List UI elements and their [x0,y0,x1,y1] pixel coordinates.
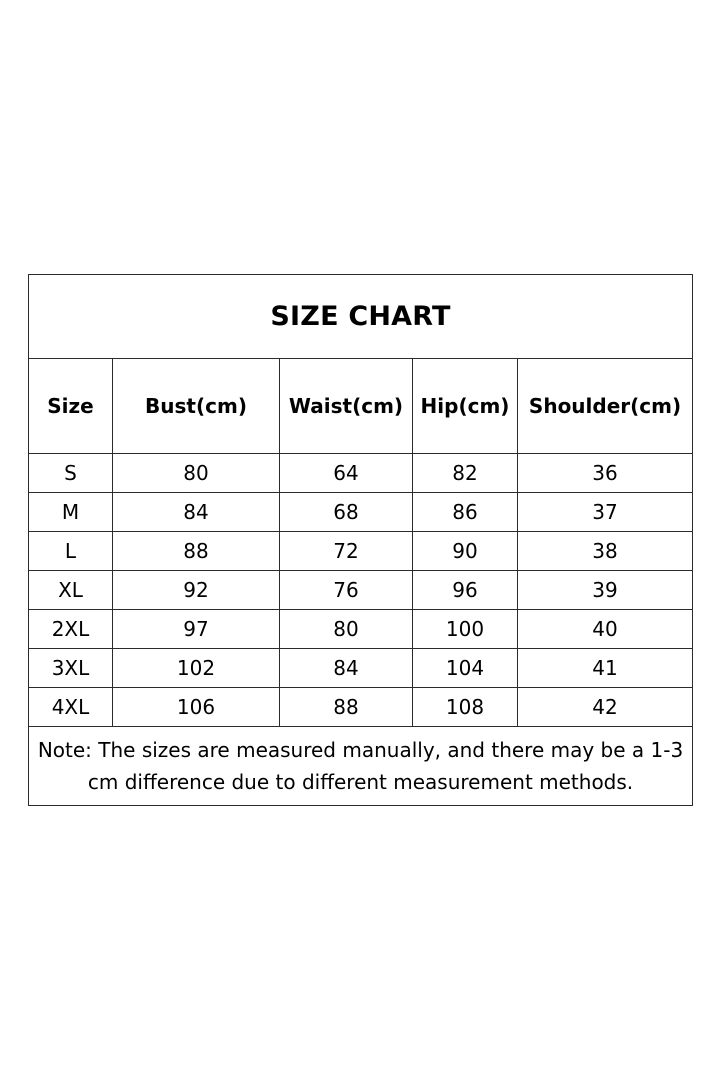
cell-shoulder: 40 [518,610,693,649]
cell-waist: 84 [280,649,413,688]
header-hip: Hip(cm) [413,359,518,454]
table-row [29,454,693,493]
cell-shoulder: 42 [518,688,693,727]
cell-bust: 106 [113,688,280,727]
cell-waist: 64 [280,454,413,493]
cell-size: M [29,493,113,532]
cell-bust: 97 [113,610,280,649]
cell-size: XL [29,571,113,610]
size-chart-body [29,275,693,806]
title-row [29,275,693,359]
table-row [29,493,693,532]
cell-waist: 76 [280,571,413,610]
header-bust: Bust(cm) [113,359,280,454]
table-row [29,571,693,610]
header-size: Size [29,359,113,454]
cell-bust: 88 [113,532,280,571]
cell-waist: 68 [280,493,413,532]
cell-size: 3XL [29,649,113,688]
cell-waist: 72 [280,532,413,571]
cell-hip: 90 [413,532,518,571]
cell-shoulder: 37 [518,493,693,532]
cell-waist: 88 [280,688,413,727]
note-row [29,727,693,806]
header-shoulder: Shoulder(cm) [518,359,693,454]
measurement-note: Note: The sizes are measured manually, and there may be a 1-3 cm difference due to different measurement methods. [29,727,693,806]
cell-bust: 84 [113,493,280,532]
cell-shoulder: 38 [518,532,693,571]
cell-bust: 92 [113,571,280,610]
cell-hip: 82 [413,454,518,493]
table-row [29,532,693,571]
cell-shoulder: 36 [518,454,693,493]
cell-hip: 104 [413,649,518,688]
cell-waist: 80 [280,610,413,649]
chart-title: SIZE CHART [29,275,693,359]
cell-size: S [29,454,113,493]
table-row [29,688,693,727]
cell-bust: 80 [113,454,280,493]
cell-hip: 96 [413,571,518,610]
cell-size: L [29,532,113,571]
cell-hip: 86 [413,493,518,532]
cell-size: 2XL [29,610,113,649]
table-row [29,610,693,649]
header-row [29,359,693,454]
cell-hip: 100 [413,610,518,649]
cell-hip: 108 [413,688,518,727]
table-row [29,649,693,688]
header-waist: Waist(cm) [280,359,413,454]
cell-size: 4XL [29,688,113,727]
size-chart-table [28,274,693,806]
cell-bust: 102 [113,649,280,688]
cell-shoulder: 41 [518,649,693,688]
cell-shoulder: 39 [518,571,693,610]
